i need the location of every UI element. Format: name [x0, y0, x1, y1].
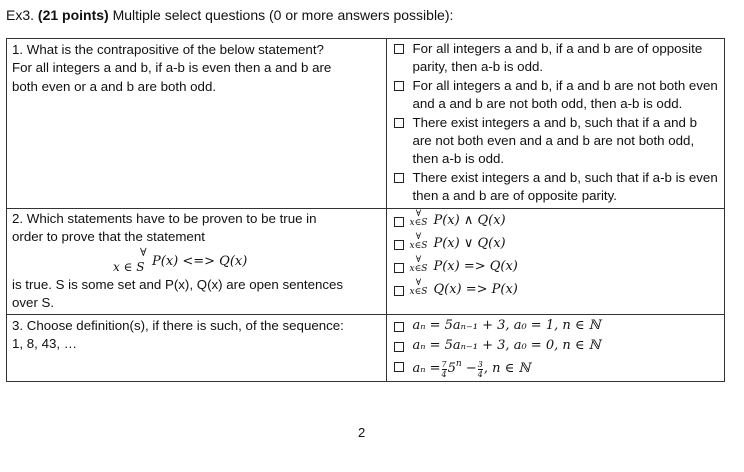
q2-option-1[interactable]	[387, 210, 724, 233]
q2-option-3[interactable]	[387, 256, 724, 279]
option-text: There exist integers a and b, such that if a-b is even then a and b are of opposite parity.	[412, 169, 718, 204]
exercise-title	[6, 7, 453, 23]
question-2-line: 2. Which statements have to be proven to be true in	[12, 210, 317, 226]
checkbox[interactable]	[394, 240, 404, 250]
forall-symbol: ∀	[140, 245, 147, 259]
minus-sign: −	[461, 360, 477, 376]
fraction-three-quarters: $\frac{3}{4}$	[477, 359, 483, 379]
quantifier-domain: x∈S	[409, 286, 428, 297]
forall-symbol: ∀	[415, 208, 422, 219]
option-text: aₙ = 5aₙ₋₁ + 3, a₀ = 1, n ∈ ℕ	[412, 317, 601, 333]
biconditional-statement: P(x) <=> Q(x)	[152, 253, 248, 269]
quantifier-domain: x∈S	[409, 217, 428, 228]
question-1-line: both even or a and b are both odd.	[12, 78, 217, 94]
page-number: 2	[358, 425, 366, 440]
question-3-cell	[7, 314, 387, 381]
option-text	[412, 359, 530, 379]
question-1-cell	[7, 39, 387, 209]
checkbox[interactable]	[394, 118, 404, 128]
option-text: P(x) ∧ Q(x)	[433, 212, 506, 228]
checkbox[interactable]	[394, 44, 404, 54]
exercise-instructions: Multiple select questions (0 or more answers possible):	[108, 7, 454, 23]
checkbox[interactable]	[394, 217, 404, 227]
formula-lhs: aₙ =	[412, 360, 441, 376]
power-exponent: n	[455, 358, 462, 369]
q3-option-2[interactable]	[387, 336, 724, 356]
power-base: 5	[447, 360, 456, 376]
checkbox[interactable]	[394, 81, 404, 91]
question-3-text	[7, 315, 386, 357]
option-text: P(x) ∨ Q(x)	[433, 235, 506, 251]
forall-symbol: ∀	[415, 231, 422, 242]
question-3-line: 3. Choose definition(s), if there is such, of the sequence:	[12, 317, 344, 333]
quantifier-domain: x∈S	[409, 240, 428, 251]
questions-table	[6, 38, 725, 382]
forall-symbol: ∀	[415, 254, 422, 265]
option-text: For all integers a and b, if a and b are of opposite parity, then a-b is odd.	[412, 41, 703, 75]
question-row-1	[7, 39, 725, 209]
option-text: For all integers a and b, if a and b are not both even and a and b are not both odd, then a-b is odd.	[412, 77, 718, 112]
question-2-options	[387, 208, 725, 314]
question-3-options	[387, 314, 725, 381]
forall-symbol: ∀	[415, 277, 422, 288]
q1-option-3[interactable]	[387, 114, 724, 169]
question-2-text	[7, 209, 386, 314]
option-text: There exist integers a and b, such that if a and b are not both even and a and b are not both odd, then a-b is odd.	[412, 114, 698, 167]
q1-option-2[interactable]	[387, 77, 724, 114]
option-text: Q(x) => P(x)	[433, 281, 518, 297]
q2-option-2[interactable]	[387, 233, 724, 256]
question-1-line: For all integers a and b, if a-b is even then a and b are	[12, 60, 332, 76]
question-2-line: is true. S is some set and P(x), Q(x) are open sentences	[12, 276, 344, 292]
question-2-line: order to prove that the statement	[12, 228, 205, 244]
formula-tail: , n ∈ ℕ	[483, 360, 531, 376]
option-text: P(x) => Q(x)	[433, 258, 518, 274]
quantifier-domain: x ∈ S	[113, 259, 145, 274]
checkbox[interactable]	[394, 173, 404, 183]
fraction-seven-quarters: $\frac{7}{4}$	[441, 359, 447, 379]
option-text: aₙ = 5aₙ₋₁ + 3, a₀ = 0, n ∈ ℕ	[412, 337, 601, 353]
question-2-cell	[7, 208, 387, 314]
question-3-line: 1, 8, 43, …	[12, 336, 78, 352]
question-1-line: 1. What is the contrapositive of the below statement?	[12, 42, 324, 57]
question-1-options	[387, 39, 725, 209]
question-row-3	[7, 314, 725, 381]
checkbox[interactable]	[394, 286, 404, 296]
question-row-2	[7, 208, 725, 314]
checkbox[interactable]	[394, 263, 404, 273]
points-label: (21 points)	[37, 7, 109, 23]
exercise-label: Ex3.	[6, 7, 38, 23]
q3-option-3[interactable]	[387, 356, 724, 378]
question-1-text	[7, 39, 386, 99]
checkbox[interactable]	[394, 362, 404, 372]
q1-option-1[interactable]	[387, 40, 724, 77]
quantifier-domain: x∈S	[409, 263, 428, 274]
q3-option-1[interactable]	[387, 316, 724, 336]
question-2-line: over S.	[12, 294, 55, 310]
checkbox[interactable]	[394, 342, 404, 352]
q2-option-4[interactable]	[387, 279, 724, 302]
checkbox[interactable]	[394, 322, 404, 332]
q1-option-4[interactable]	[387, 169, 724, 206]
